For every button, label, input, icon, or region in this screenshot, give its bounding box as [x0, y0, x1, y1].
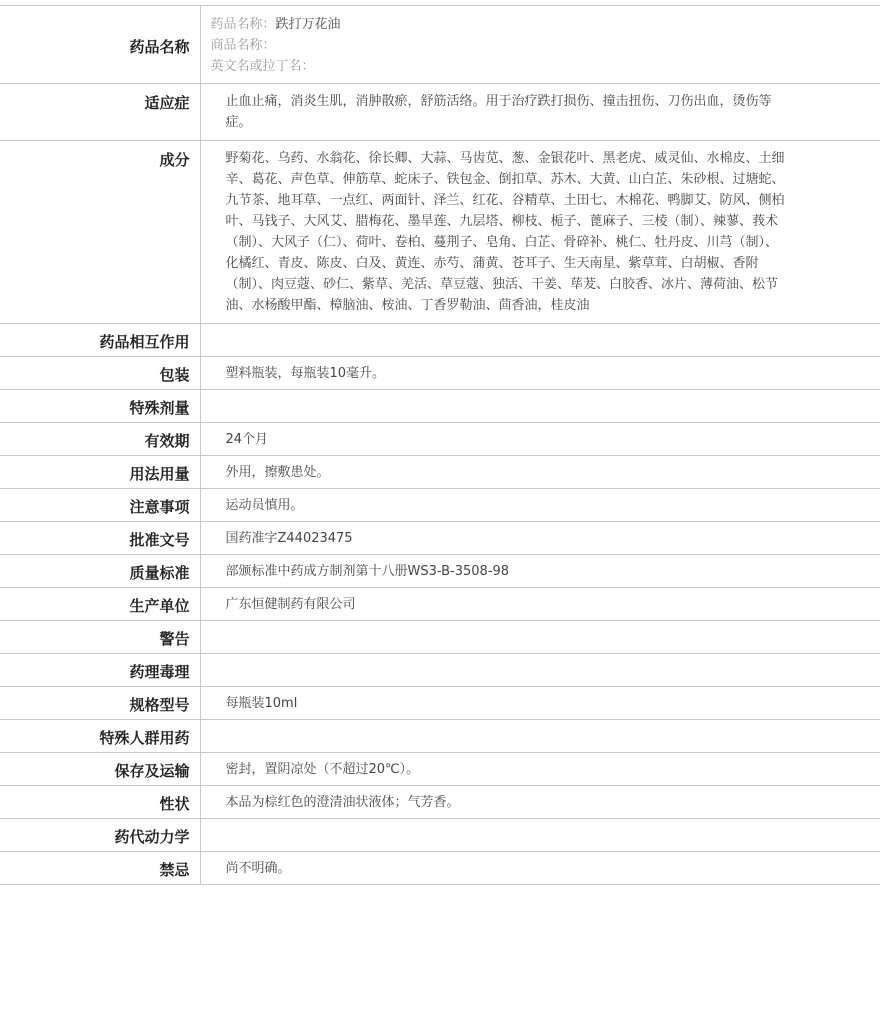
row-label: 药品相互作用 — [0, 324, 200, 357]
row-pharmacology — [0, 654, 880, 687]
row-label: 性状 — [0, 786, 200, 819]
row-label: 包装 — [0, 357, 200, 390]
row-value — [200, 720, 880, 753]
row-value — [200, 621, 880, 654]
row-value — [200, 654, 880, 687]
row-label: 适应症 — [0, 84, 200, 141]
row-value: 本品为棕红色的澄清油状液体；气芳香。 — [200, 786, 880, 819]
row-value: 广东恒健制药有限公司 — [200, 588, 880, 621]
row-value — [200, 324, 880, 357]
row-label: 禁忌 — [0, 852, 200, 885]
row-drug-name — [0, 6, 880, 84]
row-value: 塑料瓶装，每瓶装10毫升。 — [200, 357, 880, 390]
row-description — [0, 786, 880, 819]
row-usage — [0, 456, 880, 489]
row-label: 成分 — [0, 141, 200, 324]
row-value — [200, 390, 880, 423]
row-storage — [0, 753, 880, 786]
row-value: 外用，擦敷患处。 — [200, 456, 880, 489]
row-ingredients — [0, 141, 880, 324]
row-pharmacokinetics — [0, 819, 880, 852]
row-label: 药代动力学 — [0, 819, 200, 852]
row-package — [0, 357, 880, 390]
row-value: 野菊花、乌药、水翁花、徐长卿、大蒜、马齿苋、葱、金银花叶、黑老虎、威灵仙、水棉皮、土细辛、葛花、声色草、伸筋草、蛇床子、铁包金、倒扣草、苏木、大黄、山白芷、朱砂根、过塘蛇、九节茶、地耳草、一点红、两面针、泽兰、红花、谷精草、土田七、木棉花、鸭脚艾、防风、侧柏叶、马钱子、大风艾、腊梅花、墨旱莲、九层塔、柳枝、栀子、蓖麻子、三棱（制）、辣蓼、莪术（制）、大风子（仁）、荷叶、卷柏、蔓荆子、皂角、白芷、骨碎补、桃仁、牡丹皮、川芎（制）、化橘红、青皮、陈皮、白及、黄连、赤芍、蒲黄、苍耳子、生天南星、紫草茸、白胡椒、香附（制）、肉豆蔻、砂仁、紫草、羌活、草豆蔻、独活、干姜、荜茇、白胶香、冰片、薄荷油、松节油、水杨酸甲酯、樟脑油、桉油、丁香罗勒油、茴香油，桂皮油 — [200, 141, 880, 324]
drug-name-value: 跌打万花油 — [275, 17, 341, 32]
row-label: 生产单位 — [0, 588, 200, 621]
row-label: 规格型号 — [0, 687, 200, 720]
row-special-dosage — [0, 390, 880, 423]
row-label: 批准文号 — [0, 522, 200, 555]
row-value: 国药准字Z44023475 — [200, 522, 880, 555]
row-value — [200, 819, 880, 852]
row-value: 每瓶装10ml — [200, 687, 880, 720]
row-label: 警告 — [0, 621, 200, 654]
row-label: 药理毒理 — [0, 654, 200, 687]
row-label: 药品名称 — [0, 6, 200, 84]
name-block — [200, 6, 880, 84]
row-value: 止血止痛，消炎生肌，消肿散瘀，舒筋活络。用于治疗跌打损伤、撞击扭伤、刀伤出血，烫伤等症。 — [200, 84, 880, 141]
row-value: 尚不明确。 — [200, 852, 880, 885]
drug-name-label: 药品名称： — [210, 17, 276, 32]
drug-name-line — [211, 14, 871, 35]
row-shelf-life — [0, 423, 880, 456]
row-special-populations — [0, 720, 880, 753]
row-label: 质量标准 — [0, 555, 200, 588]
row-label: 有效期 — [0, 423, 200, 456]
row-precautions — [0, 489, 880, 522]
row-label: 特殊人群用药 — [0, 720, 200, 753]
row-quality-standard — [0, 555, 880, 588]
row-value: 24个月 — [200, 423, 880, 456]
row-value: 密封，置阴凉处（不超过20℃）。 — [200, 753, 880, 786]
drug-spec-table — [0, 5, 880, 885]
row-warning — [0, 621, 880, 654]
row-specification — [0, 687, 880, 720]
english-name-label: 英文名或拉丁名： — [210, 59, 315, 74]
row-value: 运动员慎用。 — [200, 489, 880, 522]
row-contraindications — [0, 852, 880, 885]
row-indications — [0, 84, 880, 141]
row-value: 部颁标准中药成方制剂第十八册WS3-B-3508-98 — [200, 555, 880, 588]
row-manufacturer — [0, 588, 880, 621]
row-label: 注意事项 — [0, 489, 200, 522]
row-interactions — [0, 324, 880, 357]
row-label: 保存及运输 — [0, 753, 200, 786]
row-approval-number — [0, 522, 880, 555]
row-label: 特殊剂量 — [0, 390, 200, 423]
trade-name-label: 商品名称： — [210, 38, 276, 53]
row-label: 用法用量 — [0, 456, 200, 489]
